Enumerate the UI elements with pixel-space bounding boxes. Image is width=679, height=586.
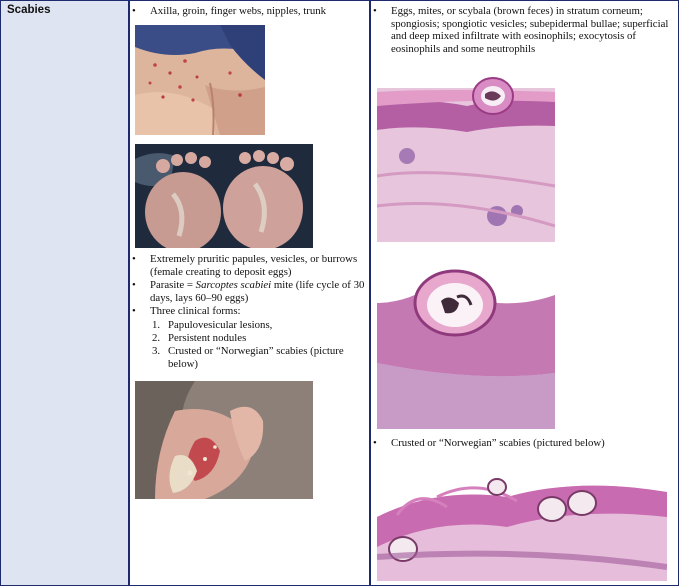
disease-label: Scabies bbox=[7, 4, 51, 16]
parasite-species: Sarcoptes scabiei bbox=[195, 279, 272, 291]
histology-micrograph-crusted bbox=[377, 457, 667, 581]
feet-soles-photo bbox=[135, 144, 313, 248]
histology-micrograph-2 bbox=[377, 253, 555, 429]
papules-bullet: • Extremely pruritic papules, vesicles, or burrows (female creating to deposit eggs) bbox=[132, 253, 358, 278]
crusted-scabies-face-photo bbox=[135, 381, 313, 499]
form-item: 2. Persistent nodules bbox=[152, 332, 247, 344]
axilla-papules-photo bbox=[135, 25, 265, 135]
histology-findings-bullet: • Eggs, mites, or scybala (brown feces) in stratum corneum; spongiosis; spongiotic vesicles; subepidermal bullae; superficial and deep mixed infiltrate with eosinophils; exocytosis of eosinophils and some neutrophils bbox=[373, 5, 669, 55]
histology-cell bbox=[373, 1, 673, 585]
column-divider bbox=[128, 1, 130, 585]
forms-bullet: • Three clinical forms: bbox=[132, 305, 241, 317]
column-divider bbox=[369, 1, 371, 585]
form-item: 3. Crusted or “Norwegian” scabies (picture below) bbox=[152, 345, 344, 370]
histology-micrograph-1 bbox=[377, 66, 555, 242]
disease-label-cell bbox=[1, 1, 128, 585]
parasite-bullet: • Parasite = Sarcoptes scabiei mite (life cycle of 30 days, lays 60–90 eggs) bbox=[132, 279, 365, 304]
clinical-cell bbox=[132, 1, 368, 585]
sites-bullet: • Axilla, groin, finger webs, nipples, trunk bbox=[132, 5, 327, 17]
form-item: 1. Papulovesicular lesions, bbox=[152, 319, 273, 331]
crusted-note-bullet: • Crusted or “Norwegian” scabies (pictured below) bbox=[373, 437, 605, 449]
